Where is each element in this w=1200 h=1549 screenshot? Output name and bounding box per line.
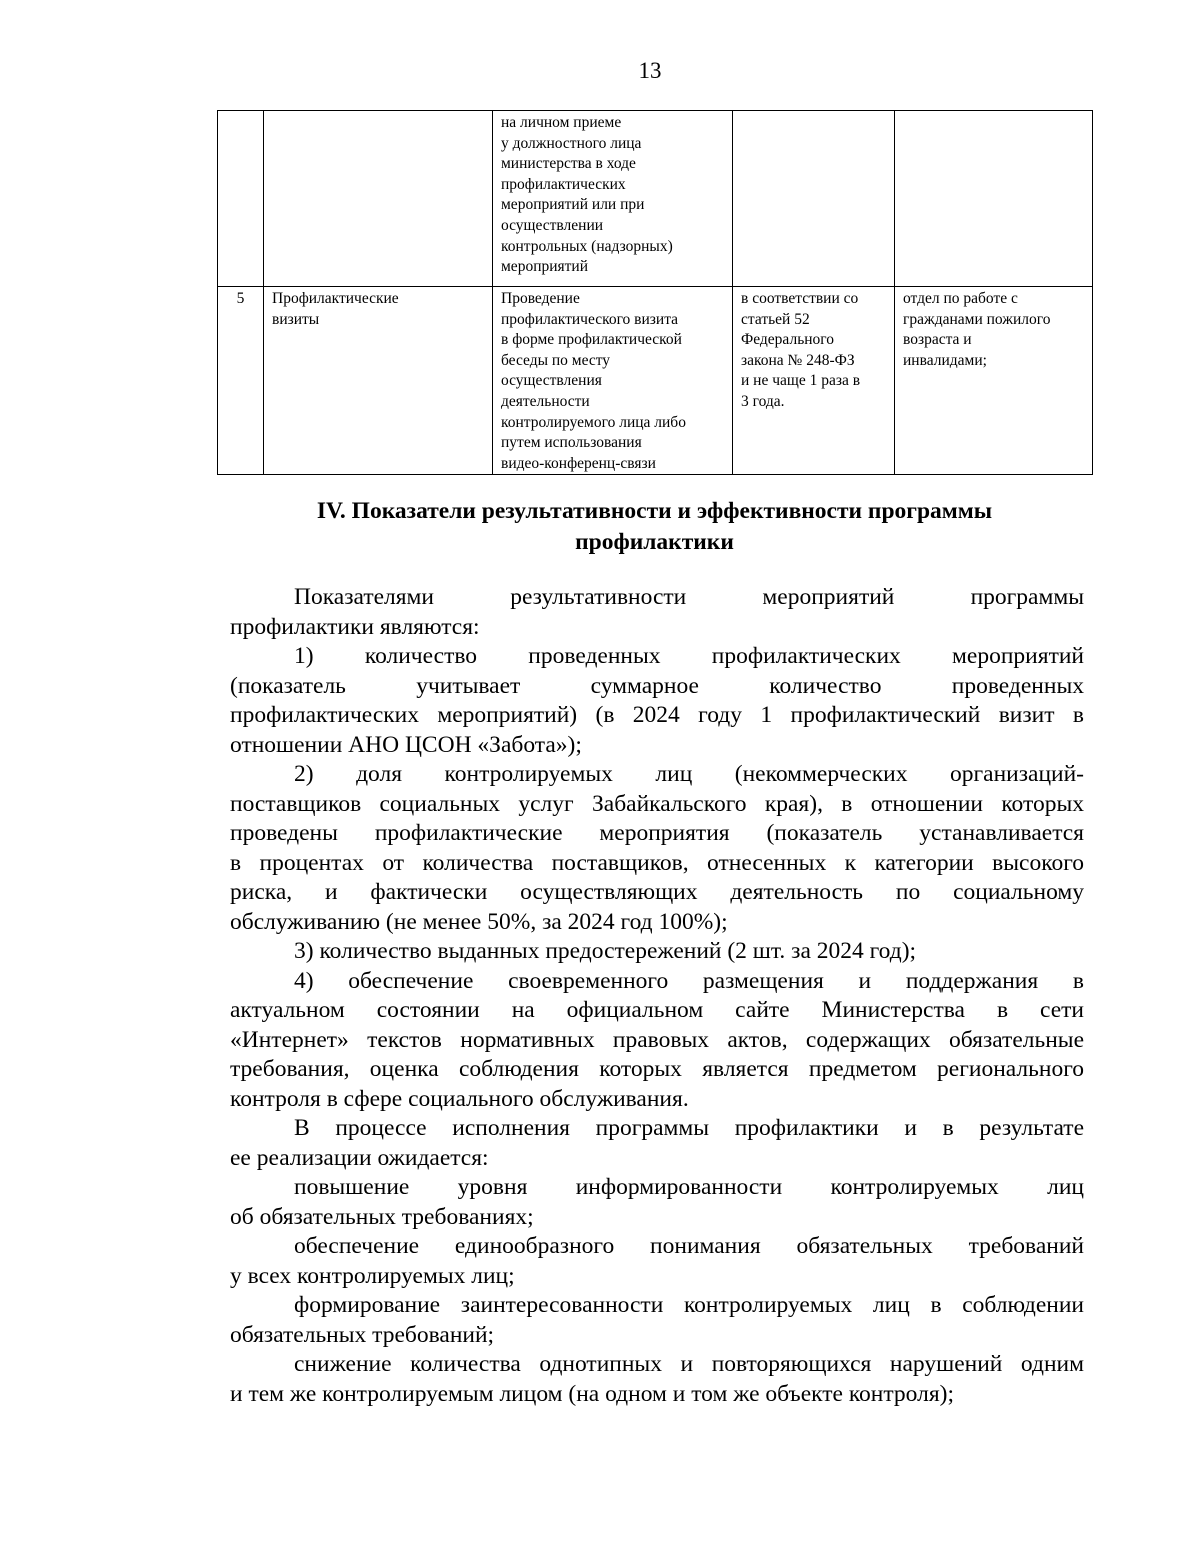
page-number: 13 (638, 58, 662, 83)
measure-name-cell (264, 287, 493, 475)
table-row (218, 287, 1093, 475)
measure-content-cell (493, 287, 733, 475)
cell-text-line: беседы по месту (501, 351, 611, 369)
cell-text-line: отдел по работе с (903, 290, 1018, 307)
paragraph-line: обязательных требований; (230, 1321, 495, 1348)
cell-text-line: осуществлении (501, 216, 604, 234)
measures-table (217, 110, 1093, 475)
paragraph-line: и тем же контролируемым лицом (на одном и том же объекте контроля); (230, 1380, 955, 1407)
paragraph-line: 2) доля контролируемых лиц (некоммерческих организаций- (294, 761, 1084, 787)
table-row (218, 111, 1093, 287)
paragraph-line: профилактических мероприятий) (в 2024 году 1 профилактический визит в (230, 702, 1084, 728)
cell-text-line: контролируемого лица либо (501, 413, 686, 431)
paragraph-line: (показатель учитывает суммарное количество проведенных (230, 672, 1084, 699)
paragraph-line: 4) обеспечение своевременного размещения и поддержания в (294, 967, 1084, 994)
cell-text-line: контрольных (надзорных) (501, 237, 673, 255)
paragraph-line: контроля в сфере социального обслуживания. (230, 1085, 689, 1112)
cell-text-line: Федерального (741, 331, 835, 349)
cell-text-line: Профилактические (272, 290, 399, 307)
cell-text-line: у должностного лица (501, 134, 642, 152)
cell-text-line: возраста и (903, 331, 972, 349)
period-cell (733, 287, 895, 475)
body-text (230, 583, 1084, 1409)
section-heading-line2: профилактики (575, 529, 734, 555)
paragraph-line: повышение уровня информированности контролируемых лиц (294, 1174, 1084, 1200)
measure-name-cell (264, 111, 493, 287)
cell-text-line: видео-конференц-связи (501, 454, 656, 472)
cell-text-line: на личном приеме (501, 114, 622, 131)
row-number-cell (218, 111, 264, 287)
paragraph-line: у всех контролируемых лиц; (230, 1262, 515, 1289)
cell-text-line: статьей 52 (741, 310, 810, 328)
paragraph-line: Показателями результативности мероприятий программы (294, 584, 1084, 610)
cell-text-line: деятельности (501, 392, 590, 410)
cell-text-line: 3 года. (741, 392, 785, 410)
cell-text-line: мероприятий или при (501, 196, 645, 214)
paragraph-line: в процентах от количества поставщиков, отнесенных к категории высокого (230, 849, 1084, 876)
cell-text-line: осуществления (501, 372, 602, 390)
paragraph-line: 1) количество проведенных профилактических мероприятий (294, 643, 1084, 669)
paragraph-line: «Интернет» текстов нормативных правовых актов, содержащих обязательные (230, 1026, 1084, 1053)
paragraph-line: обеспечение единообразного понимания обязательных требований (294, 1233, 1084, 1259)
paragraph-line: актуальном состоянии на официальном сайте Министерства в сети (230, 997, 1084, 1023)
paragraph-line: поставщиков социальных услуг Забайкальского края), в отношении которых (230, 790, 1084, 817)
paragraph-line: требования, оценка соблюдения которых является предметом регионального (230, 1056, 1084, 1082)
cell-text-line: мероприятий (501, 258, 589, 276)
paragraph-line: отношении АНО ЦСОН «Забота»); (230, 731, 582, 758)
cell-text-line: профилактических (501, 175, 626, 193)
paragraph-line: профилактики являются: (230, 613, 480, 640)
row-number-cell: 5 (218, 287, 264, 475)
paragraph-line: ее реализации ожидается: (230, 1144, 489, 1171)
paragraph-line: В процессе исполнения программы профилактики и в результате (294, 1115, 1084, 1141)
paragraph-line: риска, и фактически осуществляющих деятельность по социальному (230, 879, 1084, 905)
paragraph-line: формирование заинтересованности контролируемых лиц в соблюдении (294, 1292, 1084, 1318)
cell-text-line: гражданами пожилого (903, 310, 1051, 328)
paragraph-line: обслуживанию (не менее 50%, за 2024 год 100%); (230, 908, 728, 935)
measure-content-cell (493, 111, 733, 287)
section-heading (217, 496, 1092, 558)
cell-text-line: профилактического визита (501, 310, 679, 328)
paragraph-line: 3) количество выданных предостережений (2 шт. за 2024 год); (294, 938, 917, 964)
cell-text-line: министерства в ходе (501, 155, 636, 173)
paragraph-line: снижение количества однотипных и повторяющихся нарушений одним (294, 1351, 1084, 1377)
period-cell (733, 111, 895, 287)
cell-text-line: в форме профилактической (501, 331, 682, 349)
cell-text-line: Проведение (501, 290, 580, 307)
section-heading-line1: IV. Показатели результативности и эффективности программы (316, 498, 993, 524)
cell-text-line: и не чаще 1 раза в (741, 372, 861, 390)
paragraph-line: проведены профилактические мероприятия (показатель устанавливается (230, 820, 1084, 846)
paragraph-line: об обязательных требованиях; (230, 1203, 534, 1230)
responsible-cell (895, 287, 1093, 475)
cell-text-line: закона № 248-ФЗ (741, 351, 855, 369)
cell-text-line: визиты (272, 310, 320, 328)
cell-text-line: в соответствии со (741, 290, 859, 307)
responsible-cell (895, 111, 1093, 287)
cell-text-line: путем использования (501, 434, 642, 452)
cell-text-line: инвалидами; (903, 351, 987, 369)
